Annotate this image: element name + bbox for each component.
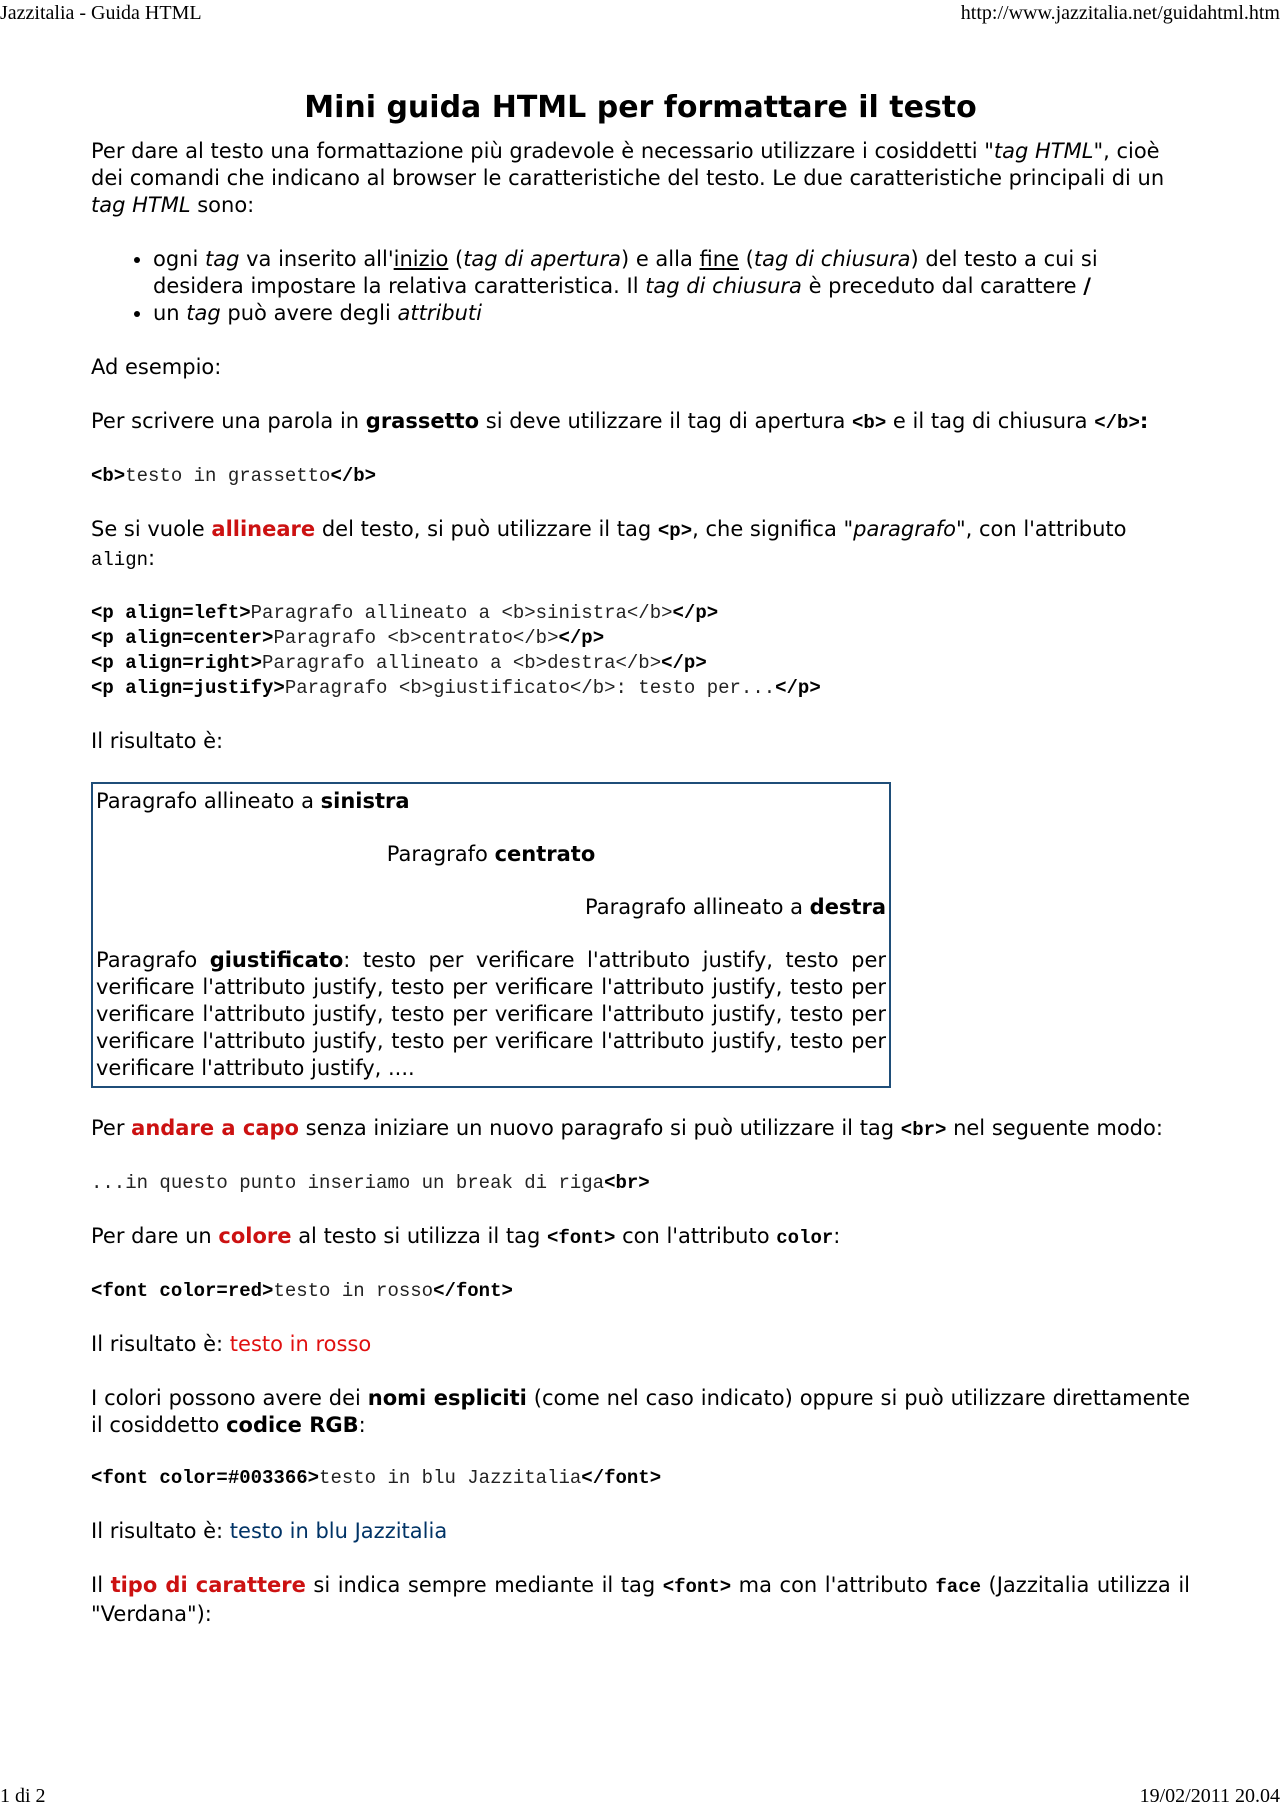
bold-paragraph: Per scrivere una parola in grassetto si deve utilizzare il tag di apertura <b> e il tag di chiusura </b>: [91, 409, 1149, 434]
list-item: • un tag può avere degli attributi [153, 300, 1190, 327]
rgb-paragraph: I colori possono avere dei nomi espliciti (come nel caso indicato) oppure si può utilizzare direttamente il cosiddetto codice RGB: [91, 1386, 1191, 1437]
intro-paragraph: Per dare al testo una formattazione più gradevole è necessario utilizzare i cosiddetti "tag HTML", cioè dei comandi che indicano al browser le caratteristiche del testo. Le due caratteristiche principali di un tag HTML sono: [91, 139, 1165, 217]
list-item: • ogni tag va inserito all'inizio (tag di apertura) e alla fine (tag di chiusura) del testo a cui si desidera impostare la relativa caratteristica. Il tag di chiusura è preceduto dal carattere / [153, 246, 1190, 300]
demo-justify-paragraph: Paragrafo giustificato: testo per verificare l'attributo justify, testo per verificare l'attributo justify, testo per verificare l'attributo justify, testo per verificare l'attributo justify, testo per verificare l'attributo justify, testo per verificare l'attributo justify, testo per verificare l'attributo justify, testo per verificare l'attributo justify, .... [96, 948, 887, 1080]
print-footer-datetime: 19/02/2011 20.04 [1139, 1785, 1280, 1807]
color-result: Il risultato è: testo in rosso [91, 1332, 372, 1356]
result-label: Il risultato è: [91, 729, 224, 753]
code-line: <p align=justify>Paragrafo <b>giustificato</b>: testo per...</p> [91, 677, 821, 699]
rgb-result: Il risultato è: testo in blu Jazzitalia [91, 1519, 448, 1543]
tag-properties-list [91, 246, 1190, 327]
code-line: <p align=right>Paragrafo allineato a <b>destra</b></p> [91, 652, 707, 674]
document-body [91, 88, 1190, 1655]
print-header-site-title: Jazzitalia - Guida HTML [0, 2, 202, 24]
br-paragraph: Per andare a capo senza iniziare un nuovo paragrafo si può utilizzare il tag <br> nel seguente modo: [91, 1116, 1163, 1141]
demo-right-paragraph: Paragrafo allineato a destra [585, 895, 886, 919]
bold-code-example: <b>testo in grassetto</b> [91, 465, 377, 487]
rgb-code-example: <font color=#003366>testo in blu Jazzitalia</font> [91, 1467, 662, 1489]
code-line: <p align=center>Paragrafo <b>centrato</b></p> [91, 627, 605, 649]
align-code-example [91, 601, 1190, 701]
br-code-example: ...in questo punto inseriamo un break di riga<br> [91, 1172, 650, 1194]
example-intro: Ad esempio: [91, 355, 222, 379]
face-paragraph: Il tipo di carattere si indica sempre mediante il tag <font> ma con l'attributo face (Jazzitalia utilizza il "Verdana"): [91, 1573, 1190, 1626]
print-footer-page-number: 1 di 2 [0, 1785, 46, 1807]
print-header-url: http://www.jazzitalia.net/guidahtml.htm [960, 2, 1280, 24]
demo-center-paragraph: Paragrafo centrato [386, 842, 596, 866]
align-paragraph: Se si vuole allineare del testo, si può utilizzare il tag <p>, che significa "paragrafo", con l'attributo align: [91, 517, 1127, 571]
code-line: <p align=left>Paragrafo allineato a <b>sinistra</b></p> [91, 602, 719, 624]
alignment-result-box [91, 782, 891, 1088]
demo-left-paragraph: Paragrafo allineato a sinistra [96, 789, 410, 813]
color-code-example: <font color=red>testo in rosso</font> [91, 1280, 513, 1302]
page-title: Mini guida HTML per formattare il testo [304, 90, 977, 125]
color-paragraph: Per dare un colore al testo si utilizza il tag <font> con l'attributo color: [91, 1224, 841, 1249]
